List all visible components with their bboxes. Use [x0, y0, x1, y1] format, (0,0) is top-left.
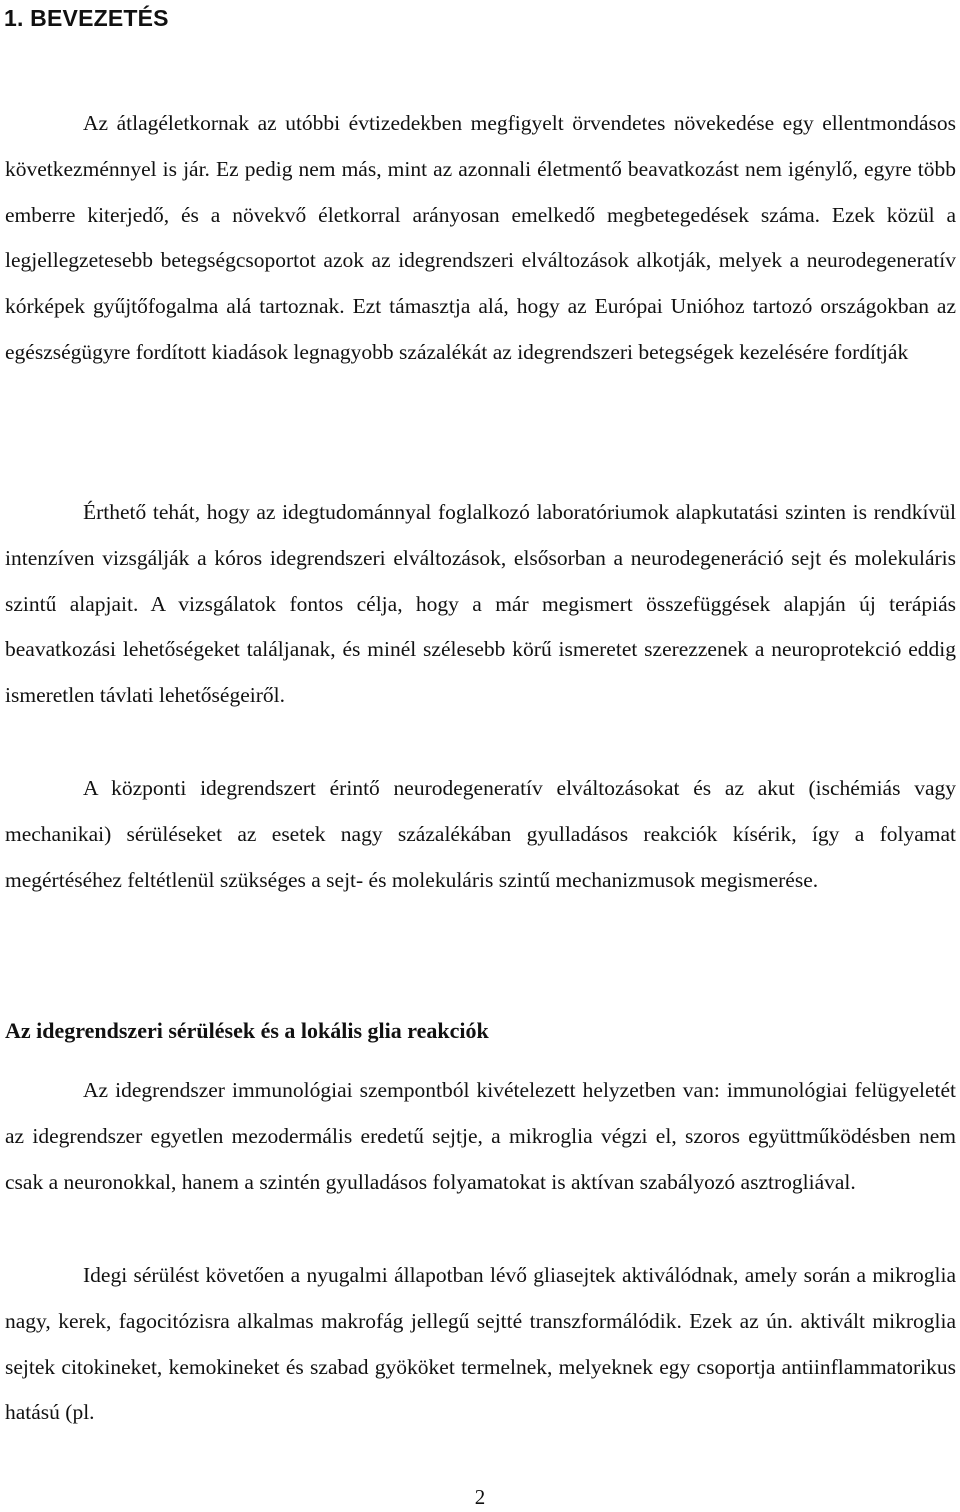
page-number: 2 — [474, 1485, 486, 1509]
intro-paragraph-3: A központi idegrendszert érintő neurodegeneratív elváltozásokat és az akut (ischémiás vagy mechanikai) sérüléseket az esetek nagy százalékában gyulladásos reakciók kísérik, így a folyamat megértéséhez feltétlenül szükséges a sejt- és molekuláris szintű mechanizmusok megismerése. — [5, 776, 956, 892]
chapter-title: 1. BEVEZETÉS — [4, 5, 169, 31]
section-paragraph-1: Az idegrendszer immunológiai szempontból kivételezett helyzetben van: immunológiai felügyeletét az idegrendszer egyetlen mezodermális eredetű sejtje, a mikroglia végzi el, szoros együttműködésben nem csak a neuronokkal, hanem a szintén gyulladásos folyamatokat is aktívan szabályozó asztrogliával. — [5, 1078, 956, 1194]
intro-paragraph-1: Az átlagéletkornak az utóbbi évtizedekben megfigyelt örvendetes növekedése egy ellentmondásos következménnyel is jár. Ez pedig nem más, mint az azonnali életmentő beavatkozást nem igénylő, egyre több emberre kiterjedő, és a növekvő életkorral arányosan emelkedő megbetegedések száma. Ezek közül a legjellegzetesebb betegségcsoportot azok az idegrendszeri elváltozások alkotják, melyek a neurodegeneratív kórképek gyűjtőfogalma alá tartoznak. Ezt támasztja alá, hogy az Európai Unióhoz tartozó országokban az egészségügyre fordított kiadások legnagyobb százalékát az idegrendszeri betegségek kezelésére fordítják — [5, 111, 956, 364]
intro-paragraph-2: Érthető tehát, hogy az idegtudománnyal foglalkozó laboratóriumok alapkutatási szinten is rendkívül intenzíven vizsgálják a kóros idegrendszeri elváltozások, elsősorban a neurodegeneráció sejt és molekuláris szintű alapjait. A vizsgálatok fontos célja, hogy a már megismert összefüggések alapján új terápiás beavatkozási lehetőségeket találjanak, és minél szélesebb körű ismeretet szerezzenek a neuroprotekció eddig ismeretlen távlati lehetőségeiről. — [5, 500, 956, 708]
section-heading: Az idegrendszeri sérülések és a lokális glia reakciók — [5, 1018, 489, 1043]
section-paragraph-2: Idegi sérülést követően a nyugalmi állapotban lévő gliasejtek aktiválódnak, amely során a mikroglia nagy, kerek, fagocitózisra alkalmas makrofág jellegű sejtté transzformálódik. Ezek az ún. aktivált mikroglia sejtek citokineket, kemokineket és szabad gyököket termelnek, melyeknek egy csoportja antiinflammatorikus hatású (pl. — [5, 1263, 956, 1425]
